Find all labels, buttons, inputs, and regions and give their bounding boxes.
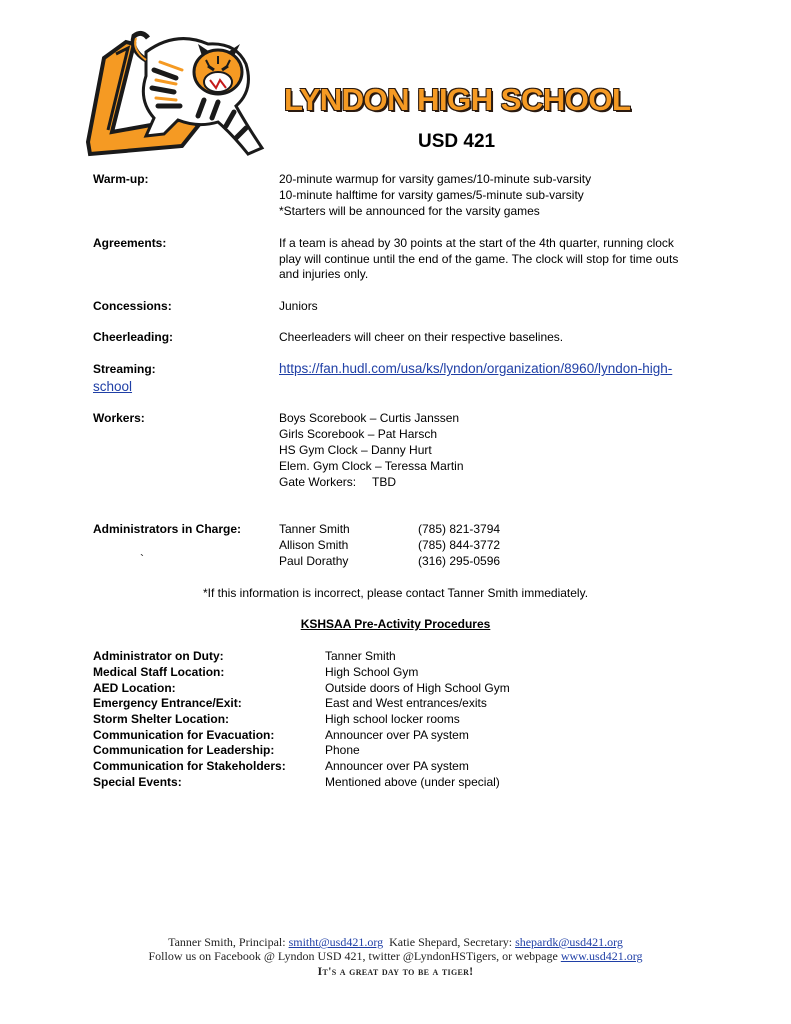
concessions-value: Juniors <box>279 299 318 313</box>
procedure-label: AED Location: <box>93 681 176 695</box>
gate-workers-value: TBD <box>372 475 396 489</box>
streaming-label: Streaming: <box>93 362 156 376</box>
procedure-value: East and West entrances/exits <box>325 696 487 710</box>
administrators-label: Administrators in Charge: <box>93 522 242 536</box>
procedure-value: Announcer over PA system <box>325 728 469 742</box>
procedure-value: High School Gym <box>325 665 419 679</box>
warmup-line: 20-minute warmup for varsity games/10-minute sub-varsity <box>279 172 592 186</box>
procedure-label: Administrator on Duty: <box>93 649 224 663</box>
agreements-line: play will continue until the end of the game. The clock will stop for time outs <box>279 252 679 266</box>
admin-phone: (785) 821-3794 <box>418 522 501 536</box>
worker-item: HS Gym Clock – Danny Hurt <box>279 443 432 457</box>
agreements-line: If a team is ahead by 30 points at the start of the 4th quarter, running clock <box>279 236 674 250</box>
stray-mark: ` <box>140 552 144 566</box>
agreements-label: Agreements: <box>93 236 167 250</box>
warmup-line: *Starters will be announced for the varsity games <box>279 204 540 218</box>
procedure-value: Outside doors of High School Gym <box>325 681 510 695</box>
principal-text: Tanner Smith, Principal: <box>168 935 286 949</box>
procedure-value: Phone <box>325 743 360 757</box>
school-logo <box>86 30 266 158</box>
procedure-label: Communication for Evacuation: <box>93 728 275 742</box>
school-name: LYNDON HIGH SCHOOL <box>284 82 631 117</box>
follow-text: Follow us on Facebook @ Lyndon USD 421, twitter @LyndonHSTigers, or webpage <box>148 949 558 963</box>
cheerleading-label: Cheerleading: <box>93 330 174 344</box>
admin-name: Allison Smith <box>279 538 349 552</box>
streaming-link-continued[interactable]: school <box>93 379 133 394</box>
procedure-value: Mentioned above (under special) <box>325 775 500 789</box>
procedure-label: Storm Shelter Location: <box>93 712 230 726</box>
principal-email-link[interactable]: smitht@usd421.org <box>288 935 384 949</box>
website-link[interactable]: www.usd421.org <box>560 949 643 963</box>
secretary-text: Katie Shepard, Secretary: <box>389 935 513 949</box>
procedure-value: Announcer over PA system <box>325 759 469 773</box>
procedure-label: Emergency Entrance/Exit: <box>93 696 242 710</box>
worker-item: Boys Scorebook – Curtis Janssen <box>279 411 460 425</box>
admin-name: Paul Dorathy <box>279 554 349 568</box>
correction-notice: *If this information is incorrect, please contact Tanner Smith immediately. <box>202 586 589 600</box>
warmup-line: 10-minute halftime for varsity games/5-minute sub-varsity <box>279 188 584 202</box>
cheerleading-value: Cheerleaders will cheer on their respective baselines. <box>279 330 564 344</box>
admin-phone: (316) 295-0596 <box>418 554 501 568</box>
agreements-line: and injuries only. <box>279 267 369 281</box>
procedures-title: KSHSAA Pre-Activity Procedures <box>300 617 491 631</box>
warmup-label: Warm-up: <box>93 172 149 186</box>
secretary-email-link[interactable]: shepardk@usd421.org <box>515 935 623 949</box>
procedure-label: Special Events: <box>93 775 182 789</box>
procedure-label: Communication for Leadership: <box>93 743 275 757</box>
footer-contacts <box>0 935 791 949</box>
footer-follow <box>0 949 791 963</box>
procedure-value: High school locker rooms <box>325 712 460 726</box>
streaming-link[interactable]: https://fan.hudl.com/usa/ks/lyndon/organization/8960/lyndon-high- <box>279 361 673 376</box>
gate-workers-label: Gate Workers: <box>279 475 357 489</box>
procedure-label: Communication for Stakeholders: <box>93 759 286 773</box>
procedure-label: Medical Staff Location: <box>93 665 225 679</box>
workers-label: Workers: <box>93 411 145 425</box>
concessions-label: Concessions: <box>93 299 172 313</box>
tiger-logo-icon <box>86 30 266 158</box>
admin-name: Tanner Smith <box>279 522 350 536</box>
procedure-value: Tanner Smith <box>325 649 396 663</box>
worker-item: Elem. Gym Clock – Teressa Martin <box>279 459 464 473</box>
admin-phone: (785) 844-3772 <box>418 538 501 552</box>
district-title: USD 421 <box>418 131 496 152</box>
worker-item: Girls Scorebook – Pat Harsch <box>279 427 438 441</box>
tagline: It's a great day to be a tiger! <box>317 964 474 978</box>
